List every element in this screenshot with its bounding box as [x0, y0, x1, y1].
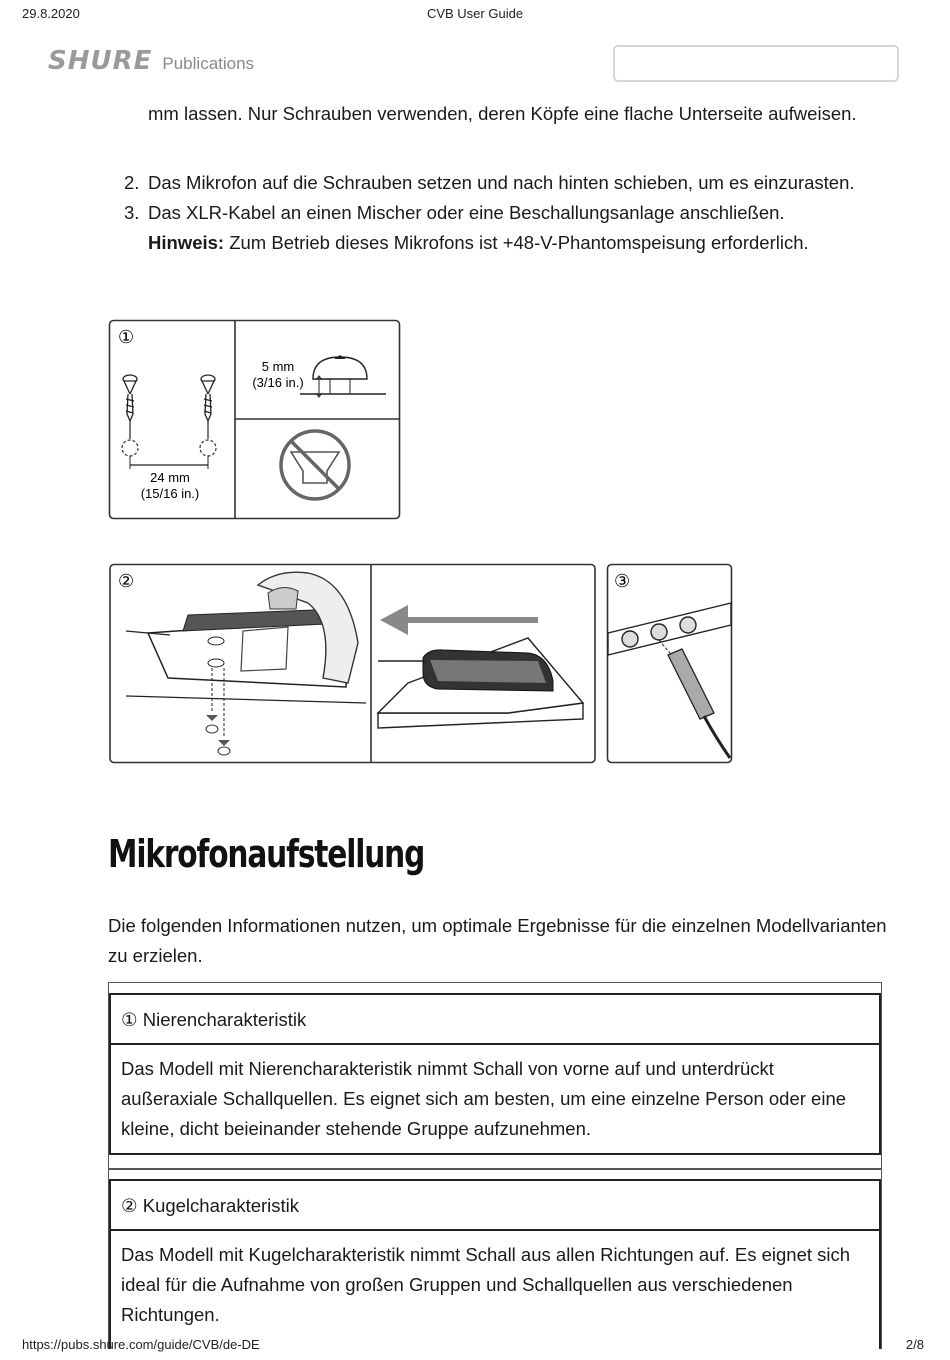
step-number: 3. [124, 202, 140, 223]
spacing-mm: 24 mm [150, 470, 190, 485]
omnidirectional-panel [108, 1168, 882, 1349]
note-text: Zum Betrieb dieses Mikrofons ist +48-V-Phantomspeisung erforderlich. [229, 232, 809, 253]
panel-title: ② Kugelcharakteristik [109, 1179, 881, 1229]
spacing-in: (15/16 in.) [140, 486, 200, 501]
shure-publications-logo[interactable] [48, 46, 254, 76]
installation-steps [108, 168, 928, 258]
step-2-marker: ② [118, 571, 135, 592]
list-item [124, 198, 928, 258]
step-1-marker: ① [118, 327, 135, 348]
section-heading: Mikrofonaufstellung [108, 832, 425, 876]
depth-in: (3/16 in.) [252, 375, 304, 390]
panel-title: ① Nierencharakteristik [109, 993, 881, 1043]
step-number: 2. [124, 172, 140, 193]
publications-label: Publications [162, 54, 255, 73]
step-3-marker: ③ [614, 571, 631, 592]
step-text: Das Mikrofon auf die Schrauben setzen und nach hinten schieben, um es einzurasten. [148, 172, 855, 193]
intro-paragraph: Die folgenden Informationen nutzen, um optimale Ergebnisse für die einzelnen Modellvarianten zu erzielen. [108, 915, 887, 966]
continuation-paragraph: mm lassen. Nur Schrauben verwenden, deren Köpfe eine flache Unterseite aufweisen. [148, 103, 857, 124]
panel-body: Das Modell mit Kugelcharakteristik nimmt Schall aus allen Richtungen auf. Es eignet sich ideal für die Aufnahme von großen Gruppen und Schallquellen aus verschiedenen Richtungen. [109, 1229, 881, 1349]
list-item [124, 168, 928, 198]
step-text: Das XLR-Kabel an einen Mischer oder eine Beschallungsanlage anschließen. [148, 202, 785, 223]
screw-mounting-figure [108, 319, 402, 521]
panel-body: Das Modell mit Nierencharakteristik nimmt Schall von vorne auf und unterdrückt außeraxiale Schallquellen. Es eignet sich am besten, um eine einzelne Person oder eine kleine, dicht beieinander stehende Gruppe aufzunehmen. [109, 1043, 881, 1155]
note-label: Hinweis: [148, 232, 225, 253]
shure-logo: SHURE [48, 46, 153, 76]
search-input[interactable] [613, 45, 899, 82]
xlr-connection-figure [606, 563, 734, 765]
cardioid-panel [108, 982, 882, 1170]
mounting-figure [108, 563, 598, 765]
prohibited-icon [281, 431, 349, 499]
page-number: 2/8 [905, 1337, 924, 1352]
footer-url: https://pubs.shure.com/guide/CVB/de-DE [22, 1337, 260, 1352]
depth-mm: 5 mm [261, 359, 295, 374]
print-title: CVB User Guide [426, 6, 524, 21]
print-date: 29.8.2020 [22, 6, 80, 21]
